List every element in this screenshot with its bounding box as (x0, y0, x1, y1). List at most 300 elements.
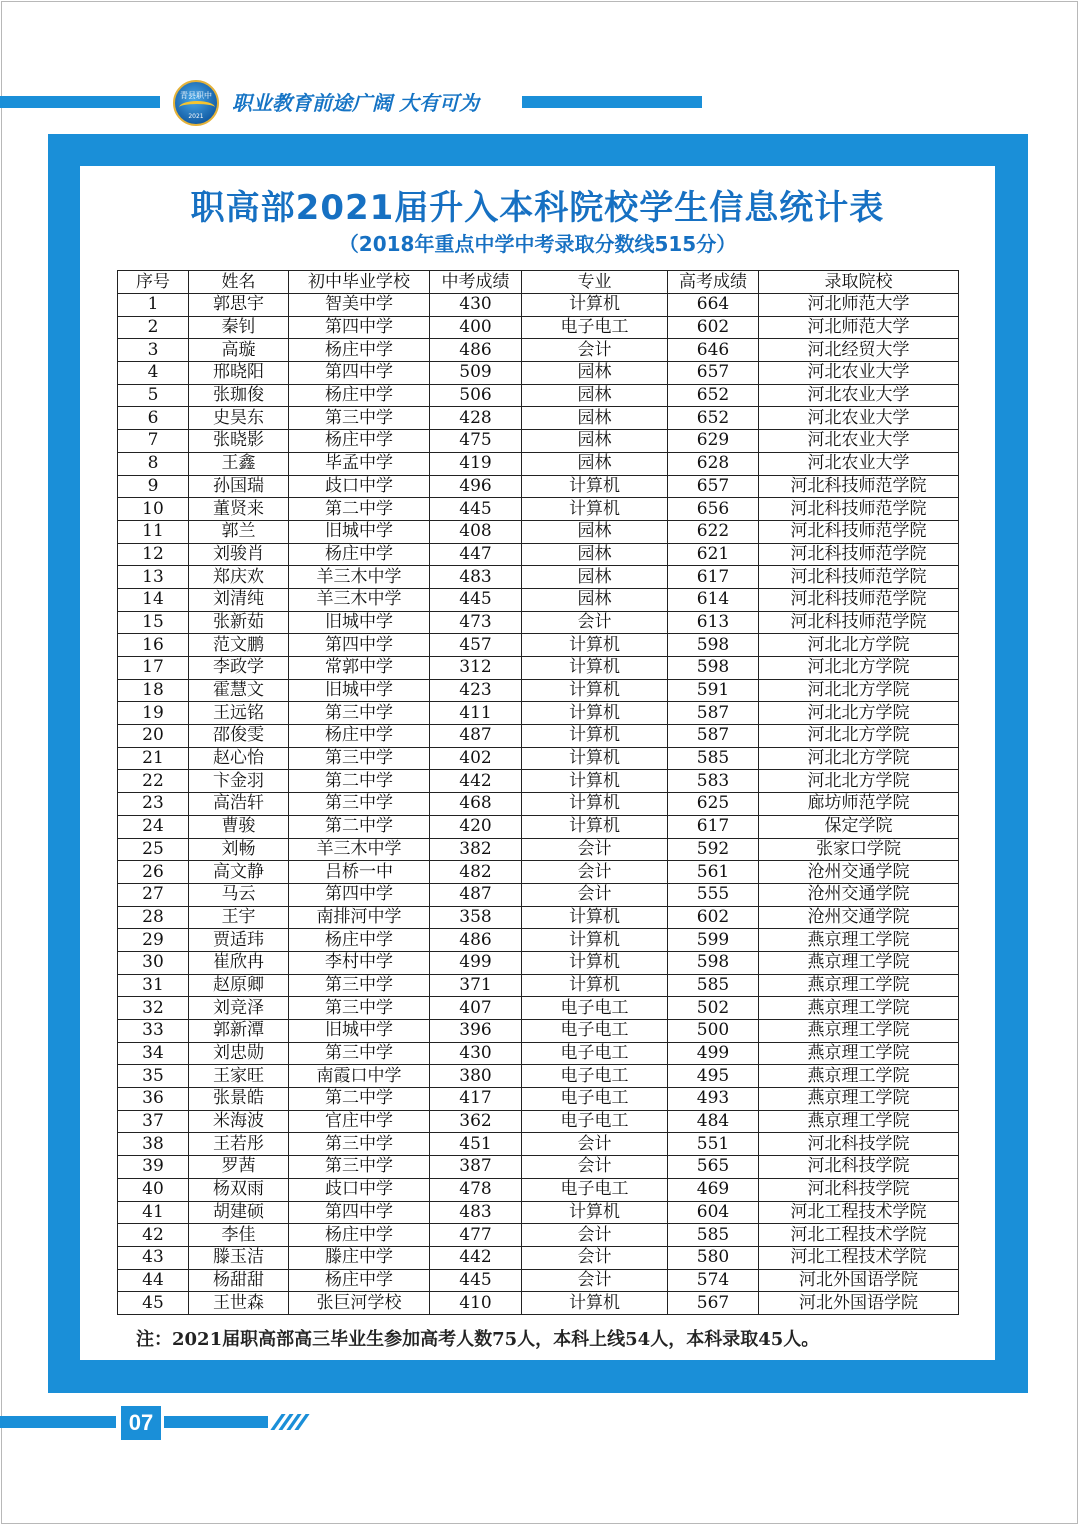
cell-university-col: 河北科技师范学院 (759, 543, 959, 566)
cell-zhongkao-score-col: 362 (430, 1110, 522, 1133)
cell-name-col: 刘竞泽 (189, 997, 289, 1020)
cell-zhongkao-score-col: 509 (430, 362, 522, 385)
table-header-row (118, 271, 959, 294)
cell-gaokao-score-col: 599 (668, 929, 759, 952)
cell-zhongkao-score-col: 387 (430, 1156, 522, 1179)
cell-gaokao-score-col: 617 (668, 815, 759, 838)
cell-major-col: 电子电工 (522, 316, 668, 339)
cell-index-col: 5 (118, 384, 189, 407)
cell-university-col: 河北农业大学 (759, 452, 959, 475)
cell-zhongkao-score-col: 457 (430, 634, 522, 657)
cell-university-col: 河北科技师范学院 (759, 498, 959, 521)
cell-middle-school-col: 第三中学 (289, 974, 430, 997)
cell-index-col: 25 (118, 838, 189, 861)
cell-name-col: 张新茹 (189, 611, 289, 634)
cell-gaokao-score-col: 652 (668, 407, 759, 430)
cell-gaokao-score-col: 629 (668, 430, 759, 453)
logo-text: 青县职中 (180, 91, 212, 100)
cell-gaokao-score-col: 499 (668, 1042, 759, 1065)
cell-major-col: 电子电工 (522, 1020, 668, 1043)
cell-major-col: 计算机 (522, 634, 668, 657)
cell-middle-school-col: 张巨河学校 (289, 1292, 430, 1315)
cell-gaokao-score-col: 561 (668, 861, 759, 884)
cell-university-col: 河北工程技术学院 (759, 1224, 959, 1247)
cell-major-col: 计算机 (522, 498, 668, 521)
cell-gaokao-score-col: 551 (668, 1133, 759, 1156)
cell-name-col: 张珈俊 (189, 384, 289, 407)
table-row (118, 475, 959, 498)
cell-name-col: 董贤来 (189, 498, 289, 521)
cell-index-col: 10 (118, 498, 189, 521)
cell-gaokao-score-col: 657 (668, 475, 759, 498)
page-title: 职高部2021届升入本科院校学生信息统计表 (190, 188, 885, 228)
table-row (118, 1246, 959, 1269)
cell-middle-school-col: 智美中学 (289, 294, 430, 317)
cell-university-col: 河北师范大学 (759, 294, 959, 317)
table-row (118, 906, 959, 929)
cell-major-col: 计算机 (522, 1292, 668, 1315)
cell-gaokao-score-col: 625 (668, 793, 759, 816)
cell-middle-school-col: 第四中学 (289, 362, 430, 385)
cell-university-col: 河北外国语学院 (759, 1292, 959, 1315)
cell-name-col: 马云 (189, 883, 289, 906)
cell-name-col: 胡建硕 (189, 1201, 289, 1224)
cell-zhongkao-score-col: 483 (430, 1201, 522, 1224)
cell-university-col: 沧州交通学院 (759, 883, 959, 906)
cell-gaokao-score-col: 598 (668, 657, 759, 680)
cell-middle-school-col: 羊三木中学 (289, 588, 430, 611)
cell-middle-school-col: 杨庄中学 (289, 430, 430, 453)
table-row (118, 997, 959, 1020)
cell-middle-school-col: 歧口中学 (289, 1178, 430, 1201)
cell-middle-school-col: 官庄中学 (289, 1110, 430, 1133)
cell-name-col: 邢晓阳 (189, 362, 289, 385)
cell-index-col: 33 (118, 1020, 189, 1043)
cell-major-col: 电子电工 (522, 1110, 668, 1133)
cell-zhongkao-score-col: 312 (430, 657, 522, 680)
cell-major-col: 计算机 (522, 1201, 668, 1224)
cell-zhongkao-score-col: 473 (430, 611, 522, 634)
cell-middle-school-col: 杨庄中学 (289, 543, 430, 566)
cell-gaokao-score-col: 652 (668, 384, 759, 407)
cell-zhongkao-score-col: 423 (430, 679, 522, 702)
cell-middle-school-col: 李村中学 (289, 951, 430, 974)
cell-middle-school-col: 毕孟中学 (289, 452, 430, 475)
cell-name-col: 赵原卿 (189, 974, 289, 997)
cell-university-col: 河北师范大学 (759, 316, 959, 339)
cell-university-col: 廊坊师范学院 (759, 793, 959, 816)
table-row (118, 339, 959, 362)
table-row (118, 498, 959, 521)
table-row (118, 929, 959, 952)
cell-name-col: 滕玉洁 (189, 1246, 289, 1269)
cell-university-col: 河北经贸大学 (759, 339, 959, 362)
cell-name-col: 刘骏肖 (189, 543, 289, 566)
table-row (118, 588, 959, 611)
table-row (118, 1133, 959, 1156)
cell-zhongkao-score-col: 442 (430, 770, 522, 793)
cell-zhongkao-score-col: 482 (430, 861, 522, 884)
table-row (118, 316, 959, 339)
cell-major-col: 会计 (522, 1246, 668, 1269)
cell-university-col: 河北农业大学 (759, 362, 959, 385)
cell-zhongkao-score-col: 499 (430, 951, 522, 974)
cell-gaokao-score-col: 585 (668, 974, 759, 997)
cell-index-col: 15 (118, 611, 189, 634)
cell-zhongkao-score-col: 430 (430, 1042, 522, 1065)
table-row (118, 702, 959, 725)
cell-middle-school-col: 第三中学 (289, 407, 430, 430)
cell-university-col: 燕京理工学院 (759, 997, 959, 1020)
cell-index-col: 2 (118, 316, 189, 339)
cell-university-col: 燕京理工学院 (759, 929, 959, 952)
cell-gaokao-score-col: 500 (668, 1020, 759, 1043)
cell-index-col: 41 (118, 1201, 189, 1224)
cell-index-col: 38 (118, 1133, 189, 1156)
cell-name-col: 赵心怡 (189, 747, 289, 770)
cell-major-col: 会计 (522, 1133, 668, 1156)
cell-name-col: 刘忠勋 (189, 1042, 289, 1065)
table-row (118, 1178, 959, 1201)
cell-middle-school-col: 第三中学 (289, 1042, 430, 1065)
cell-name-col: 范文鹏 (189, 634, 289, 657)
cell-middle-school-col: 常郭中学 (289, 657, 430, 680)
cell-index-col: 7 (118, 430, 189, 453)
table-row (118, 1269, 959, 1292)
cell-university-col: 河北北方学院 (759, 657, 959, 680)
cell-index-col: 4 (118, 362, 189, 385)
cell-middle-school-col: 旧城中学 (289, 520, 430, 543)
cell-index-col: 43 (118, 1246, 189, 1269)
cell-name-col: 米海波 (189, 1110, 289, 1133)
cell-major-col: 会计 (522, 838, 668, 861)
cell-gaokao-score-col: 574 (668, 1269, 759, 1292)
cell-zhongkao-score-col: 445 (430, 498, 522, 521)
cell-zhongkao-score-col: 410 (430, 1292, 522, 1315)
cell-index-col: 32 (118, 997, 189, 1020)
students-table (117, 270, 959, 1315)
cell-university-col: 河北科技学院 (759, 1133, 959, 1156)
cell-index-col: 24 (118, 815, 189, 838)
column-header-gaokao-score-col: 高考成绩 (668, 271, 759, 294)
column-header-zhongkao-score-col: 中考成绩 (430, 271, 522, 294)
cell-university-col: 河北科技师范学院 (759, 520, 959, 543)
cell-zhongkao-score-col: 408 (430, 520, 522, 543)
cell-major-col: 计算机 (522, 906, 668, 929)
cell-university-col: 河北工程技术学院 (759, 1201, 959, 1224)
cell-name-col: 杨双雨 (189, 1178, 289, 1201)
table-row (118, 725, 959, 748)
cell-university-col: 河北北方学院 (759, 702, 959, 725)
column-header-middle-school-col: 初中毕业学校 (289, 271, 430, 294)
cell-zhongkao-score-col: 407 (430, 997, 522, 1020)
cell-index-col: 35 (118, 1065, 189, 1088)
cell-middle-school-col: 羊三木中学 (289, 838, 430, 861)
cell-gaokao-score-col: 657 (668, 362, 759, 385)
cell-name-col: 王宇 (189, 906, 289, 929)
cell-zhongkao-score-col: 475 (430, 430, 522, 453)
cell-index-col: 17 (118, 657, 189, 680)
cell-zhongkao-score-col: 430 (430, 294, 522, 317)
cell-university-col: 河北北方学院 (759, 770, 959, 793)
cell-major-col: 计算机 (522, 679, 668, 702)
cell-middle-school-col: 南排河中学 (289, 906, 430, 929)
cell-gaokao-score-col: 495 (668, 1065, 759, 1088)
cell-zhongkao-score-col: 400 (430, 316, 522, 339)
footer-bar-left (0, 1416, 116, 1428)
cell-middle-school-col: 杨庄中学 (289, 1269, 430, 1292)
cell-name-col: 高文静 (189, 861, 289, 884)
cell-major-col: 会计 (522, 1224, 668, 1247)
column-header-name-col: 姓名 (189, 271, 289, 294)
cell-name-col: 高浩轩 (189, 793, 289, 816)
cell-middle-school-col: 杨庄中学 (289, 929, 430, 952)
cell-gaokao-score-col: 613 (668, 611, 759, 634)
cell-major-col: 园林 (522, 566, 668, 589)
cell-zhongkao-score-col: 451 (430, 1133, 522, 1156)
cell-major-col: 园林 (522, 362, 668, 385)
cell-major-col: 计算机 (522, 294, 668, 317)
cell-zhongkao-score-col: 486 (430, 339, 522, 362)
cell-zhongkao-score-col: 371 (430, 974, 522, 997)
cell-zhongkao-score-col: 468 (430, 793, 522, 816)
cell-university-col: 河北北方学院 (759, 679, 959, 702)
cell-name-col: 杨甜甜 (189, 1269, 289, 1292)
cell-gaokao-score-col: 585 (668, 1224, 759, 1247)
table-row (118, 1292, 959, 1315)
cell-name-col: 王鑫 (189, 452, 289, 475)
cell-gaokao-score-col: 598 (668, 951, 759, 974)
cell-middle-school-col: 羊三木中学 (289, 566, 430, 589)
cell-university-col: 沧州交通学院 (759, 861, 959, 884)
cell-index-col: 45 (118, 1292, 189, 1315)
cell-name-col: 罗茜 (189, 1156, 289, 1179)
cell-gaokao-score-col: 484 (668, 1110, 759, 1133)
cell-index-col: 28 (118, 906, 189, 929)
footnote: 注：2021届职高部高三毕业生参加高考人数75人，本科上线54人，本科录取45人。 (136, 1329, 820, 1350)
cell-gaokao-score-col: 587 (668, 725, 759, 748)
cell-middle-school-col: 第四中学 (289, 1201, 430, 1224)
cell-middle-school-col: 南霞口中学 (289, 1065, 430, 1088)
cell-university-col: 燕京理工学院 (759, 1020, 959, 1043)
table-row (118, 679, 959, 702)
cell-zhongkao-score-col: 417 (430, 1088, 522, 1111)
cell-middle-school-col: 旧城中学 (289, 1020, 430, 1043)
table-row (118, 611, 959, 634)
cell-index-col: 44 (118, 1269, 189, 1292)
cell-name-col: 高璇 (189, 339, 289, 362)
cell-middle-school-col: 第二中学 (289, 1088, 430, 1111)
cell-index-col: 31 (118, 974, 189, 997)
cell-index-col: 8 (118, 452, 189, 475)
table-row (118, 634, 959, 657)
cell-major-col: 会计 (522, 339, 668, 362)
cell-middle-school-col: 歧口中学 (289, 475, 430, 498)
cell-university-col: 燕京理工学院 (759, 1110, 959, 1133)
cell-name-col: 曹骏 (189, 815, 289, 838)
cell-major-col: 电子电工 (522, 1088, 668, 1111)
table-row (118, 815, 959, 838)
cell-major-col: 计算机 (522, 747, 668, 770)
cell-gaokao-score-col: 656 (668, 498, 759, 521)
cell-gaokao-score-col: 585 (668, 747, 759, 770)
cell-major-col: 会计 (522, 861, 668, 884)
cell-major-col: 园林 (522, 430, 668, 453)
cell-middle-school-col: 第三中学 (289, 747, 430, 770)
cell-zhongkao-score-col: 487 (430, 883, 522, 906)
table-row (118, 430, 959, 453)
cell-zhongkao-score-col: 428 (430, 407, 522, 430)
table-row (118, 747, 959, 770)
table-row (118, 793, 959, 816)
cell-index-col: 16 (118, 634, 189, 657)
table-row (118, 452, 959, 475)
cell-index-col: 36 (118, 1088, 189, 1111)
cell-name-col: 刘畅 (189, 838, 289, 861)
cell-zhongkao-score-col: 442 (430, 1246, 522, 1269)
cell-university-col: 燕京理工学院 (759, 974, 959, 997)
cell-zhongkao-score-col: 445 (430, 1269, 522, 1292)
cell-gaokao-score-col: 565 (668, 1156, 759, 1179)
table-row (118, 520, 959, 543)
cell-gaokao-score-col: 567 (668, 1292, 759, 1315)
cell-name-col: 霍慧文 (189, 679, 289, 702)
table-row (118, 407, 959, 430)
cell-middle-school-col: 旧城中学 (289, 611, 430, 634)
cell-middle-school-col: 第三中学 (289, 793, 430, 816)
table-row (118, 1110, 959, 1133)
logo-year: 2021 (188, 113, 204, 120)
cell-index-col: 18 (118, 679, 189, 702)
cell-name-col: 秦钊 (189, 316, 289, 339)
cell-name-col: 李佳 (189, 1224, 289, 1247)
cell-university-col: 燕京理工学院 (759, 951, 959, 974)
footer-bar-right (164, 1416, 268, 1428)
cell-zhongkao-score-col: 382 (430, 838, 522, 861)
cell-middle-school-col: 第二中学 (289, 498, 430, 521)
header-bar-left (0, 96, 160, 108)
cell-middle-school-col: 第二中学 (289, 815, 430, 838)
cell-index-col: 21 (118, 747, 189, 770)
cell-university-col: 河北科技师范学院 (759, 588, 959, 611)
cell-gaokao-score-col: 614 (668, 588, 759, 611)
cell-gaokao-score-col: 592 (668, 838, 759, 861)
cell-name-col: 刘清纯 (189, 588, 289, 611)
cell-name-col: 张景皓 (189, 1088, 289, 1111)
cell-major-col: 园林 (522, 384, 668, 407)
cell-middle-school-col: 第四中学 (289, 883, 430, 906)
header-slogan: 职业教育前途广阔 大有可为 (232, 91, 479, 115)
cell-major-col: 会计 (522, 611, 668, 634)
cell-major-col: 计算机 (522, 793, 668, 816)
cell-name-col: 李政学 (189, 657, 289, 680)
cell-name-col: 卞金羽 (189, 770, 289, 793)
cell-gaokao-score-col: 502 (668, 997, 759, 1020)
cell-index-col: 6 (118, 407, 189, 430)
cell-middle-school-col: 第三中学 (289, 1156, 430, 1179)
cell-index-col: 39 (118, 1156, 189, 1179)
cell-gaokao-score-col: 628 (668, 452, 759, 475)
cell-index-col: 1 (118, 294, 189, 317)
cell-name-col: 王若彤 (189, 1133, 289, 1156)
cell-middle-school-col: 杨庄中学 (289, 384, 430, 407)
cell-gaokao-score-col: 602 (668, 906, 759, 929)
cell-middle-school-col: 杨庄中学 (289, 1224, 430, 1247)
cell-middle-school-col: 第三中学 (289, 997, 430, 1020)
table-row (118, 1156, 959, 1179)
cell-major-col: 计算机 (522, 951, 668, 974)
table-row (118, 657, 959, 680)
cell-gaokao-score-col: 621 (668, 543, 759, 566)
cell-major-col: 计算机 (522, 725, 668, 748)
table-row (118, 1042, 959, 1065)
table-row (118, 1201, 959, 1224)
cell-zhongkao-score-col: 411 (430, 702, 522, 725)
page-subtitle: （2018年重点中学中考录取分数线515分） (338, 232, 737, 256)
cell-name-col: 王家旺 (189, 1065, 289, 1088)
cell-major-col: 园林 (522, 407, 668, 430)
cell-gaokao-score-col: 555 (668, 883, 759, 906)
cell-zhongkao-score-col: 483 (430, 566, 522, 589)
cell-university-col: 河北科技师范学院 (759, 566, 959, 589)
cell-name-col: 崔欣冉 (189, 951, 289, 974)
cell-university-col: 河北科技师范学院 (759, 611, 959, 634)
cell-university-col: 河北北方学院 (759, 725, 959, 748)
cell-zhongkao-score-col: 478 (430, 1178, 522, 1201)
cell-zhongkao-score-col: 506 (430, 384, 522, 407)
cell-zhongkao-score-col: 445 (430, 588, 522, 611)
cell-index-col: 19 (118, 702, 189, 725)
cell-name-col: 王远铭 (189, 702, 289, 725)
cell-gaokao-score-col: 664 (668, 294, 759, 317)
cell-gaokao-score-col: 587 (668, 702, 759, 725)
cell-major-col: 计算机 (522, 657, 668, 680)
cell-major-col: 计算机 (522, 770, 668, 793)
cell-gaokao-score-col: 646 (668, 339, 759, 362)
cell-major-col: 会计 (522, 1269, 668, 1292)
cell-major-col: 计算机 (522, 702, 668, 725)
cell-name-col: 孙国瑞 (189, 475, 289, 498)
cell-gaokao-score-col: 604 (668, 1201, 759, 1224)
table-row (118, 838, 959, 861)
cell-gaokao-score-col: 583 (668, 770, 759, 793)
cell-zhongkao-score-col: 396 (430, 1020, 522, 1043)
table-row (118, 384, 959, 407)
cell-gaokao-score-col: 598 (668, 634, 759, 657)
cell-name-col: 郑庆欢 (189, 566, 289, 589)
cell-university-col: 河北科技师范学院 (759, 475, 959, 498)
cell-index-col: 12 (118, 543, 189, 566)
cell-name-col: 王世森 (189, 1292, 289, 1315)
cell-index-col: 30 (118, 951, 189, 974)
cell-name-col: 邵俊雯 (189, 725, 289, 748)
cell-zhongkao-score-col: 496 (430, 475, 522, 498)
cell-university-col: 河北工程技术学院 (759, 1246, 959, 1269)
cell-index-col: 27 (118, 883, 189, 906)
cell-major-col: 电子电工 (522, 1065, 668, 1088)
cell-major-col: 园林 (522, 588, 668, 611)
cell-name-col: 郭兰 (189, 520, 289, 543)
cell-middle-school-col: 第四中学 (289, 634, 430, 657)
table-row (118, 951, 959, 974)
table-row (118, 883, 959, 906)
cell-major-col: 电子电工 (522, 1178, 668, 1201)
cell-middle-school-col: 杨庄中学 (289, 339, 430, 362)
table-row (118, 543, 959, 566)
cell-middle-school-col: 旧城中学 (289, 679, 430, 702)
cell-university-col: 燕京理工学院 (759, 1088, 959, 1111)
footer-stripes (270, 1414, 310, 1430)
